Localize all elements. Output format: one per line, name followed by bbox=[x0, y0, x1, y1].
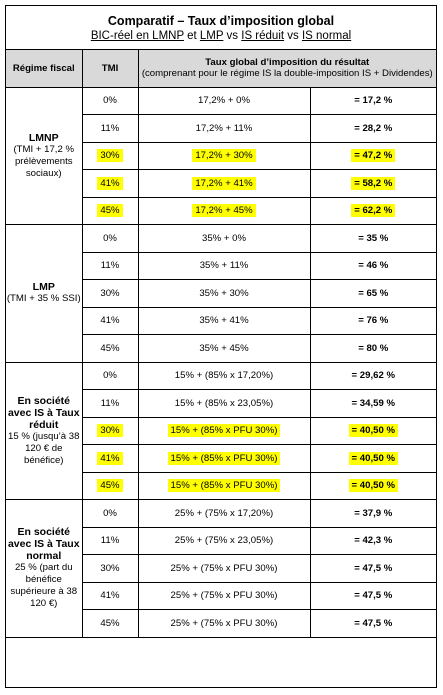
tmi-cell-text: 0% bbox=[103, 95, 117, 107]
result-cell bbox=[310, 197, 436, 225]
regime-cell bbox=[6, 87, 82, 225]
subtitle-part: IS réduit bbox=[241, 30, 285, 42]
subtitle-part: vs bbox=[223, 30, 242, 42]
calc-cell-text: 15% + (85% x PFU 30%) bbox=[168, 479, 281, 492]
result-cell-text: = 35 % bbox=[358, 232, 389, 244]
tmi-cell bbox=[82, 170, 138, 198]
header-regime: Régime fiscal bbox=[6, 50, 82, 87]
calc-cell-text: 35% + 11% bbox=[199, 260, 249, 272]
tax-comparison-table bbox=[6, 50, 436, 638]
result-cell bbox=[310, 307, 436, 335]
calc-cell bbox=[138, 445, 310, 473]
result-cell-text: = 58,2 % bbox=[351, 177, 395, 190]
result-cell-text: = 46 % bbox=[358, 260, 389, 272]
calc-cell-text: 35% + 45% bbox=[199, 342, 249, 354]
result-cell bbox=[310, 610, 436, 638]
tmi-cell bbox=[82, 335, 138, 363]
tmi-cell bbox=[82, 307, 138, 335]
regime-cell bbox=[6, 362, 82, 500]
result-cell bbox=[310, 115, 436, 143]
calc-cell-text: 17,2% + 0% bbox=[197, 95, 250, 107]
calc-cell-text: 35% + 30% bbox=[199, 287, 249, 299]
regime-name: En société avec IS à Taux réduit bbox=[7, 394, 80, 431]
tmi-cell-text: 30% bbox=[97, 424, 122, 437]
calc-cell bbox=[138, 390, 310, 418]
calc-cell bbox=[138, 170, 310, 198]
header-taux bbox=[138, 50, 436, 87]
tmi-cell-text: 11% bbox=[100, 122, 120, 134]
subtitle-part: et bbox=[183, 30, 200, 42]
calc-cell bbox=[138, 555, 310, 583]
subtitle-part: BIC-réel en LMNP bbox=[90, 30, 184, 42]
tmi-cell bbox=[82, 527, 138, 555]
result-cell-text: = 47,5 % bbox=[354, 562, 393, 574]
tmi-cell-text: 41% bbox=[100, 590, 120, 602]
regime-description: 25 % (part du bénéfice supérieure à 38 120 €) bbox=[10, 562, 78, 610]
table-header-row bbox=[6, 50, 436, 87]
result-cell bbox=[310, 170, 436, 198]
result-cell bbox=[310, 500, 436, 528]
tmi-cell-text: 41% bbox=[100, 315, 120, 327]
tmi-cell-text: 11% bbox=[100, 260, 120, 272]
tmi-cell bbox=[82, 197, 138, 225]
result-cell-text: = 47,5 % bbox=[354, 590, 393, 602]
result-cell bbox=[310, 527, 436, 555]
result-cell bbox=[310, 362, 436, 390]
tmi-cell bbox=[82, 280, 138, 308]
tmi-cell-text: 11% bbox=[100, 535, 120, 547]
calc-cell-text: 15% + (85% x PFU 30%) bbox=[168, 424, 281, 437]
tmi-cell bbox=[82, 417, 138, 445]
result-cell-text: = 62,2 % bbox=[351, 204, 395, 217]
calc-cell bbox=[138, 527, 310, 555]
calc-cell-text: 17,2% + 30% bbox=[192, 149, 255, 162]
tmi-cell-text: 45% bbox=[97, 479, 122, 492]
regime-name: En société avec IS à Taux normal bbox=[7, 526, 80, 563]
calc-cell bbox=[138, 225, 310, 253]
calc-cell-text: 35% + 41% bbox=[199, 315, 249, 327]
calc-cell-text: 17,2% + 45% bbox=[192, 204, 255, 217]
calc-cell bbox=[138, 115, 310, 143]
result-cell-text: = 17,2 % bbox=[354, 95, 393, 107]
calc-cell-text: 15% + (85% x 17,20%) bbox=[174, 370, 274, 382]
calc-cell-text: 15% + (85% x 23,05%) bbox=[174, 397, 274, 409]
calc-cell bbox=[138, 197, 310, 225]
calc-cell bbox=[138, 335, 310, 363]
tmi-cell-text: 30% bbox=[100, 287, 120, 299]
subtitle-part: IS normal bbox=[301, 30, 352, 42]
calc-cell-text: 17,2% + 41% bbox=[192, 177, 255, 190]
tmi-cell-text: 0% bbox=[103, 232, 117, 244]
tmi-cell-text: 45% bbox=[97, 204, 122, 217]
result-cell bbox=[310, 142, 436, 170]
result-cell bbox=[310, 445, 436, 473]
result-cell bbox=[310, 225, 436, 253]
document-subtitle bbox=[6, 29, 436, 44]
result-cell-text: = 76 % bbox=[358, 315, 389, 327]
tmi-cell-text: 0% bbox=[103, 507, 117, 519]
result-cell-text: = 28,2 % bbox=[354, 122, 393, 134]
regime-name: LMP bbox=[32, 281, 55, 294]
tmi-cell-text: 41% bbox=[97, 452, 122, 465]
result-cell-text: = 40,50 % bbox=[349, 424, 398, 437]
tmi-cell bbox=[82, 142, 138, 170]
calc-cell-text: 25% + (75% x 23,05%) bbox=[174, 535, 274, 547]
table-row bbox=[6, 225, 436, 253]
calc-cell-text: 25% + (75% x 17,20%) bbox=[174, 507, 274, 519]
calc-cell bbox=[138, 500, 310, 528]
result-cell bbox=[310, 582, 436, 610]
tmi-cell bbox=[82, 87, 138, 115]
tmi-cell-text: 30% bbox=[97, 149, 122, 162]
calc-cell bbox=[138, 280, 310, 308]
result-cell-text: = 65 % bbox=[358, 287, 389, 299]
calc-cell bbox=[138, 472, 310, 500]
tmi-cell bbox=[82, 390, 138, 418]
result-cell bbox=[310, 87, 436, 115]
result-cell-text: = 42,3 % bbox=[354, 535, 393, 547]
header-taux-subtitle: (comprenant pour le régime IS la double-imposition IS + Dividendes) bbox=[141, 67, 433, 79]
header-taux-title: Taux global d’imposition du résultat bbox=[205, 56, 370, 68]
regime-name: LMNP bbox=[28, 131, 59, 144]
table-row bbox=[6, 87, 436, 115]
result-cell-text: = 29,62 % bbox=[351, 370, 395, 382]
calc-cell-text: 25% + (75% x PFU 30%) bbox=[170, 617, 278, 629]
tmi-cell bbox=[82, 555, 138, 583]
tmi-cell-text: 45% bbox=[100, 342, 120, 354]
tmi-cell bbox=[82, 225, 138, 253]
document-title: Comparatif – Taux d’imposition global bbox=[107, 14, 335, 28]
comparison-document bbox=[5, 5, 437, 688]
tmi-cell-text: 41% bbox=[97, 177, 122, 190]
calc-cell-text: 15% + (85% x PFU 30%) bbox=[168, 452, 281, 465]
calc-cell bbox=[138, 252, 310, 280]
calc-cell-text: 35% + 0% bbox=[201, 232, 246, 244]
tmi-cell bbox=[82, 500, 138, 528]
header-tmi: TMI bbox=[82, 50, 138, 87]
calc-cell bbox=[138, 610, 310, 638]
result-cell bbox=[310, 417, 436, 445]
title-block bbox=[6, 6, 436, 50]
tmi-cell bbox=[82, 610, 138, 638]
tmi-cell bbox=[82, 115, 138, 143]
result-cell bbox=[310, 390, 436, 418]
calc-cell bbox=[138, 87, 310, 115]
result-cell bbox=[310, 555, 436, 583]
calc-cell bbox=[138, 307, 310, 335]
calc-cell-text: 25% + (75% x PFU 30%) bbox=[170, 562, 278, 574]
calc-cell-text: 17,2% + 11% bbox=[195, 122, 253, 134]
table-row bbox=[6, 500, 436, 528]
result-cell-text: = 34,59 % bbox=[351, 397, 395, 409]
calc-cell bbox=[138, 417, 310, 445]
result-cell bbox=[310, 252, 436, 280]
regime-description: 15 % (jusqu’à 38 120 € de bénéfice) bbox=[8, 430, 80, 466]
tmi-cell bbox=[82, 582, 138, 610]
table-row bbox=[6, 362, 436, 390]
result-cell-text: = 40,50 % bbox=[349, 479, 398, 492]
subtitle-part: LMP bbox=[199, 30, 224, 42]
calc-cell-text: 25% + (75% x PFU 30%) bbox=[170, 590, 278, 602]
tmi-cell-text: 0% bbox=[103, 370, 117, 382]
tmi-cell bbox=[82, 472, 138, 500]
regime-cell bbox=[6, 225, 82, 363]
tmi-cell bbox=[82, 445, 138, 473]
result-cell bbox=[310, 335, 436, 363]
result-cell-text: = 47,5 % bbox=[354, 617, 393, 629]
calc-cell bbox=[138, 142, 310, 170]
tmi-cell-text: 30% bbox=[100, 562, 120, 574]
result-cell-text: = 47,2 % bbox=[351, 149, 395, 162]
tmi-cell-text: 45% bbox=[100, 617, 120, 629]
calc-cell bbox=[138, 582, 310, 610]
tmi-cell bbox=[82, 362, 138, 390]
result-cell bbox=[310, 472, 436, 500]
result-cell-text: = 40,50 % bbox=[349, 452, 398, 465]
result-cell bbox=[310, 280, 436, 308]
regime-cell bbox=[6, 500, 82, 638]
tmi-cell-text: 11% bbox=[100, 397, 120, 409]
subtitle-part: vs bbox=[284, 30, 302, 42]
result-cell-text: = 37,9 % bbox=[354, 507, 393, 519]
regime-description: (TMI + 17,2 % prélèvements sociaux) bbox=[13, 143, 74, 179]
result-cell-text: = 80 % bbox=[358, 342, 389, 354]
regime-description: (TMI + 35 % SSI) bbox=[6, 293, 81, 305]
tmi-cell bbox=[82, 252, 138, 280]
calc-cell bbox=[138, 362, 310, 390]
